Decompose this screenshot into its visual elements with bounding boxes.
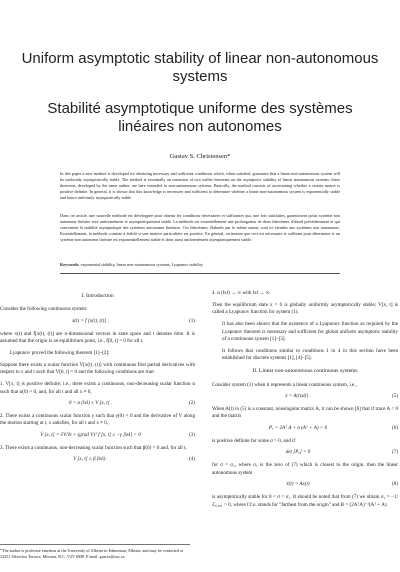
equation-8 [212, 481, 398, 489]
equation-body: Pₓ = 2Aᵀ A + σ (Aᵀ + A) > 0 [268, 425, 328, 432]
equation-body: 0 < α (‖x‖) ≤ V [x, t] . [68, 400, 113, 407]
section-heading-introduction: I. Introduction [81, 293, 114, 299]
title-french: Stabilité asymptotique uniforme des systèmes linéaires non autonomes [47, 100, 353, 136]
equation-number: (5) [392, 393, 398, 400]
paragraph: Consider the following continuous system: [0, 306, 88, 313]
equation-body: V [x, t] ≤ β (‖x‖) . [73, 456, 108, 463]
equation-number: (7) [392, 449, 398, 456]
equation-1 [0, 318, 195, 326]
equation-number: (6) [392, 425, 398, 432]
paragraph: It has also been shown that the existence of a Lyapunov function as required by the Lyapunov theorem is necessary and sufficient for global uniform asymptotic stability of a continuous system [1]–[3]. [222, 320, 398, 343]
right-column [212, 290, 398, 513]
paragraph: where x(t) and f[x(t), (t)] are n-dimensional vectors in state space and t denotes time. It is assumed that the origin is an equilibrium point, i.e., f[0, t] = 0 for all t. [0, 330, 195, 345]
paragraph: When A(t) in (5) is a constant, nonsingular matrix A, it can be shown [6] that if trace A < 0 and the matrix [212, 405, 398, 420]
keywords [60, 262, 340, 267]
abstract-english: In this paper a new method is developed for obtaining necessary and sufficient conditions which, when satisfied, guarantee that a linear non-autonomous system will be uniformly asymptotically stable. The method is essentially an extension of two earlier theorems on the asymptotic stability of linear autonomous systems; these theorems, developed by the same author, are here extended to non-autonomous systems. Basically, the method consists of ascertaining whether a certain matrix is positive definite. In general, it is shown that this knowledge is necessary and sufficient to determine whether a linear non-autonomous system is exponentially stable and hence uniformly asymptotically stable. [60, 171, 340, 201]
equation-number: (3) [189, 432, 195, 439]
paragraph: for σ = σ₁, where σ₁ is the zero of (7) which is closest to the origin, then the linear autonomous system [212, 462, 398, 476]
equation-3 [0, 432, 195, 440]
condition-2: 2. There exists a continuous scalar function γ such that γ(0) = 0 and the derivative of V along the motion starting at t, x satisfies, for all t and x ≠ 0, [0, 412, 195, 427]
keywords-label: Keywords: [60, 262, 80, 267]
paragraph: Then the equilibrium state x = 0 is globally uniformly asymptotically stable; V[x, t] is called a Lyapunov function for system (1). [212, 301, 398, 316]
equation-number: (1) [189, 318, 195, 325]
section-heading-linear-systems: II. Linear non-autonomous continuous systems [252, 368, 358, 375]
equation-body: det [Pₓ] = 0 [285, 449, 311, 456]
author-footnote: *The author is professor emeritus at the University of Alberta in Edmonton, Alberta, and may be contacted at 32251 Silverfox Terrace, Mission, B.C. V2V 6M8. E-mail: gustav@uss.ca [0, 544, 190, 560]
equation-2 [0, 400, 195, 408]
keywords-text: exponential stability, linear non-autonomous systems, Lyapunov stability [80, 262, 203, 267]
condition-3: 3. There exists a continuous, non-decreasing scalar function such that β(0) = 0 and, for all t, [0, 444, 187, 451]
left-column [0, 290, 195, 469]
equation-body: ẋ(t) = Ax(t) [286, 481, 310, 488]
title-english: Uniform asymptotic stability of linear non-autonomous systems [21, 50, 379, 86]
condition-1: 1. V[x, t] is positive definite; i.e., there exists a continuous, non-decreasing scalar function α such that α(0) = 0, and, for all t and all x ≠ 0, [0, 380, 195, 395]
equation-body: ẋ(t) = f [x(t), (t)] , [72, 318, 109, 325]
equation-6 [212, 425, 398, 433]
equation-number: (4) [189, 456, 195, 463]
equation-5 [212, 393, 398, 401]
equation-7 [212, 449, 398, 457]
equation-number: (8) [392, 481, 398, 488]
author-name: Gustav S. Christensen* [169, 153, 231, 160]
equation-number: (2) [189, 400, 195, 407]
paragraph: It follows that conditions similar to conditions 1 to 4 in this section have been established for discrete systems [1], [4]–[5]. [222, 347, 398, 362]
condition-4: 4. α (‖x‖) → ∞ with ‖x‖ → ∞. [212, 290, 271, 296]
paragraph: Lyapunov proved the following theorem [1]–[2]: [10, 349, 110, 356]
paragraph: Suppose there exists a scalar function V[x(t), (t)] with continuous first partial derivatives with respect to x and t such that V[0, t] = 0 and the following conditions are true: [0, 361, 195, 376]
divider [60, 273, 340, 274]
paragraph: Consider system (1) when it represents a linear continuous system, i.e., [212, 381, 357, 388]
paragraph: is asymptotically stable for 0 < σ < σ₁. It should be noted that from (7) we obtain σ₁ = −1/λ̄ₓ₁₀ₓ₁ > 0, where f.f.o. stands for "farthest from the origin" and B = (2AᵀA)⁻¹(Aᵀ + A). [212, 493, 398, 508]
paragraph: is positive definite for some σ > 0, and if [212, 437, 296, 444]
equation-body: V̇ [x, t] = ∂V/∂t + (grad V)ᵀ f [x, t] ≤ −γ [‖x‖] < 0 [40, 432, 141, 439]
abstract-french: Dans cet article, une nouvelle méthode est développée pour obtenir les conditions nécessaires et suffisantes qui, une fois satisfaites, garantissent qu'un système non autonome linéaire sera uniformément et asymptotiquement stable. La méthode est essentiellement une prolongation de deux théorèmes d'abord précédemment et qui concernent la stabilité asymptotique des systèmes autonomes linéaires. Ces théorèmes, élaborés par le même auteur, sont ici étendus aux systèmes non autonomes. Essentiellement, la méthode consiste à établir si une matrice particulière est positive. En général, on montre que ceci est nécessaire et suffisant pour déterminer si un système non autonome linéaire est exponentiellement stable et donc aussi uniformément asymptotiquement stable. [60, 213, 340, 243]
equation-4 [0, 456, 195, 464]
equation-body: ẋ = A(t)x(t) . [285, 393, 311, 400]
